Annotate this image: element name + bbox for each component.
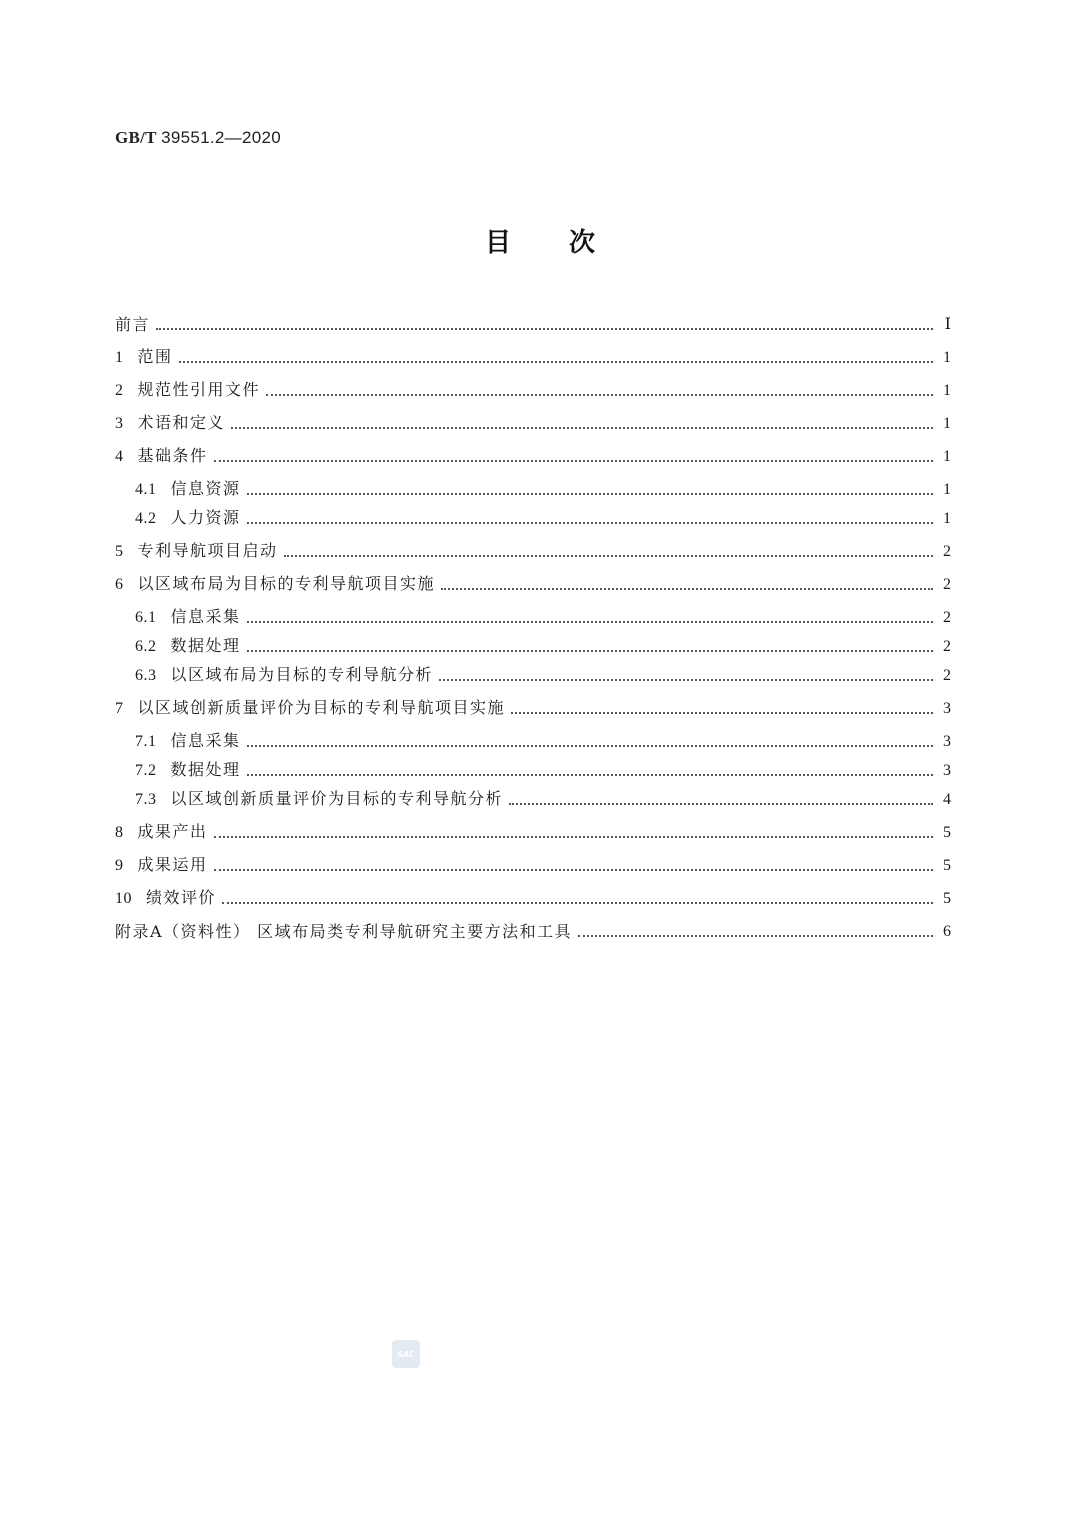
- toc-entry-page: 5: [943, 857, 951, 874]
- toc-entry[interactable]: [115, 885, 951, 909]
- toc-entry-page: 1: [943, 448, 951, 465]
- toc-entry-number: 7.3: [135, 791, 157, 808]
- toc-entry-page: 1: [943, 415, 951, 432]
- standard-code: [115, 128, 281, 148]
- toc-entry-label: 成果产出: [137, 822, 208, 841]
- toc-entry-title: [135, 760, 241, 781]
- toc-entry-page: 1: [943, 349, 951, 366]
- toc-entry-label: 数据处理: [170, 636, 241, 655]
- toc-entry-page: 4: [943, 791, 951, 808]
- toc-dot-leader: [578, 935, 933, 937]
- toc-entry-page: 1: [943, 382, 951, 399]
- toc-entry-label: 专利导航项目启动: [137, 541, 278, 560]
- toc-entry-number: 5: [115, 543, 124, 560]
- toc-entry-page: Ⅰ: [944, 316, 951, 333]
- toc-entry[interactable]: [115, 443, 951, 467]
- toc-entry[interactable]: [135, 476, 951, 500]
- toc-entry-label: 附录A（资料性） 区域布局类专利导航研究主要方法和工具: [115, 922, 573, 941]
- toc-dot-leader: [231, 427, 933, 429]
- toc-entry-page: 6: [943, 923, 951, 940]
- toc-dot-leader: [266, 394, 933, 396]
- toc-entry[interactable]: [115, 344, 951, 368]
- toc-entry-title: [135, 479, 241, 500]
- toc-entry-label: 数据处理: [170, 760, 241, 779]
- toc-entry-title: [115, 922, 572, 942]
- toc-entry-number: 1: [115, 349, 124, 366]
- toc-entry[interactable]: [115, 918, 951, 942]
- toc-dot-leader: [247, 522, 933, 524]
- toc-dot-leader: [214, 460, 933, 462]
- toc-entry-label: 以区域创新质量评价为目标的专利导航分析: [170, 789, 504, 808]
- toc-entry[interactable]: [115, 819, 951, 843]
- toc-entry-label: 规范性引用文件: [137, 380, 261, 399]
- toc-entry-number: 4: [115, 448, 124, 465]
- toc-entry-number: 7: [115, 700, 124, 717]
- toc-entry-page: 1: [943, 510, 951, 527]
- toc-dot-leader: [441, 588, 933, 590]
- toc-entry[interactable]: [135, 786, 951, 810]
- toc-entry-page: 2: [943, 609, 951, 626]
- toc-entry-number: 8: [115, 824, 124, 841]
- toc-entry-page: 3: [943, 733, 951, 750]
- toc-dot-leader: [222, 902, 933, 904]
- toc-entry-label: 前言: [115, 315, 151, 334]
- toc-entry[interactable]: [135, 633, 951, 657]
- sac-logo-watermark: SAC: [392, 1340, 420, 1368]
- toc-entry-label: 基础条件: [137, 446, 208, 465]
- toc-entry-page: 2: [943, 576, 951, 593]
- toc-entry-title: [115, 541, 278, 562]
- toc-entry-title: [135, 665, 433, 686]
- toc-entry-label: 以区域布局为目标的专利导航项目实施: [137, 574, 436, 593]
- toc-entry-number: 6: [115, 576, 124, 593]
- toc-entry-title: [135, 607, 241, 628]
- toc-entry-page: 3: [943, 700, 951, 717]
- toc-entry-title: [135, 789, 503, 810]
- toc-entry[interactable]: [115, 377, 951, 401]
- toc-entry-label: 成果运用: [137, 855, 208, 874]
- toc-entry-page: 2: [943, 638, 951, 655]
- toc-entry-title: [115, 574, 435, 595]
- page-title: 目次: [484, 228, 653, 258]
- toc-entry-label: 人力资源: [170, 508, 241, 527]
- toc-entry-number: 6.2: [135, 638, 157, 655]
- toc-dot-leader: [214, 836, 933, 838]
- toc-entry-number: 2: [115, 382, 124, 399]
- toc-entry-page: 2: [943, 667, 951, 684]
- toc-entry[interactable]: [115, 695, 951, 719]
- toc-dot-leader: [179, 361, 933, 363]
- toc-entry-number: 10: [115, 890, 132, 907]
- toc-dot-leader: [247, 774, 933, 776]
- toc-dot-leader: [247, 493, 933, 495]
- toc-entry-page: 1: [943, 481, 951, 498]
- toc-entry-title: [115, 888, 216, 909]
- toc-entry-title: [115, 347, 173, 368]
- toc-entry-number: 4.2: [135, 510, 157, 527]
- toc-entry-number: 6.1: [135, 609, 157, 626]
- toc-entry-title: [135, 731, 241, 752]
- toc-entry-number: 7.1: [135, 733, 157, 750]
- toc-entry-title: [115, 380, 260, 401]
- toc-entry-number: 3: [115, 415, 124, 432]
- toc-dot-leader: [156, 328, 933, 330]
- toc-entry[interactable]: [115, 852, 951, 876]
- toc-entry-title: [135, 636, 241, 657]
- toc-dot-leader: [511, 712, 933, 714]
- toc-entry-page: 5: [943, 890, 951, 907]
- toc-dot-leader: [247, 745, 933, 747]
- toc-entry-page: 5: [943, 824, 951, 841]
- toc-entry-label: 信息采集: [170, 607, 241, 626]
- toc-entry-title: [115, 698, 505, 719]
- toc-entry[interactable]: [115, 311, 951, 335]
- toc-entry[interactable]: [135, 757, 951, 781]
- toc-dot-leader: [509, 803, 933, 805]
- toc-entry-label: 绩效评价: [146, 888, 217, 907]
- toc-entry-label: 术语和定义: [137, 413, 226, 432]
- toc-entry-label: 以区域布局为目标的专利导航分析: [170, 665, 434, 684]
- toc-entry-title: [115, 446, 208, 467]
- toc-entry[interactable]: [135, 728, 951, 752]
- standard-code-prefix: GB/T: [115, 128, 157, 147]
- toc-entry-label: 信息采集: [170, 731, 241, 750]
- toc-dot-leader: [284, 555, 933, 557]
- toc-entry[interactable]: [135, 662, 951, 686]
- toc-entry-page: 3: [943, 762, 951, 779]
- toc-entry[interactable]: [115, 538, 951, 562]
- toc-entry-title: [115, 855, 208, 876]
- toc-entry-title: [135, 508, 241, 529]
- toc-dot-leader: [247, 621, 933, 623]
- toc-entry-number: 6.3: [135, 667, 157, 684]
- toc-entry[interactable]: [115, 571, 951, 595]
- toc-entry[interactable]: [135, 505, 951, 529]
- standard-code-number: 39551.2—2020: [161, 128, 281, 147]
- toc-entry-title: [115, 413, 225, 434]
- toc-entry-label: 以区域创新质量评价为目标的专利导航项目实施: [137, 698, 506, 717]
- toc-entry[interactable]: [115, 410, 951, 434]
- toc-entry-label: 范围: [137, 347, 173, 366]
- toc-entry-label: 信息资源: [170, 479, 241, 498]
- toc-dot-leader: [439, 679, 933, 681]
- toc-dot-leader: [214, 869, 933, 871]
- toc-entry-number: 4.1: [135, 481, 157, 498]
- toc-entry-title: [115, 315, 150, 335]
- toc-dot-leader: [247, 650, 933, 652]
- toc-entry-page: 2: [943, 543, 951, 560]
- toc-entry-number: 9: [115, 857, 124, 874]
- toc-entry-title: [115, 822, 208, 843]
- toc-entry[interactable]: [135, 604, 951, 628]
- toc-entry-number: 7.2: [135, 762, 157, 779]
